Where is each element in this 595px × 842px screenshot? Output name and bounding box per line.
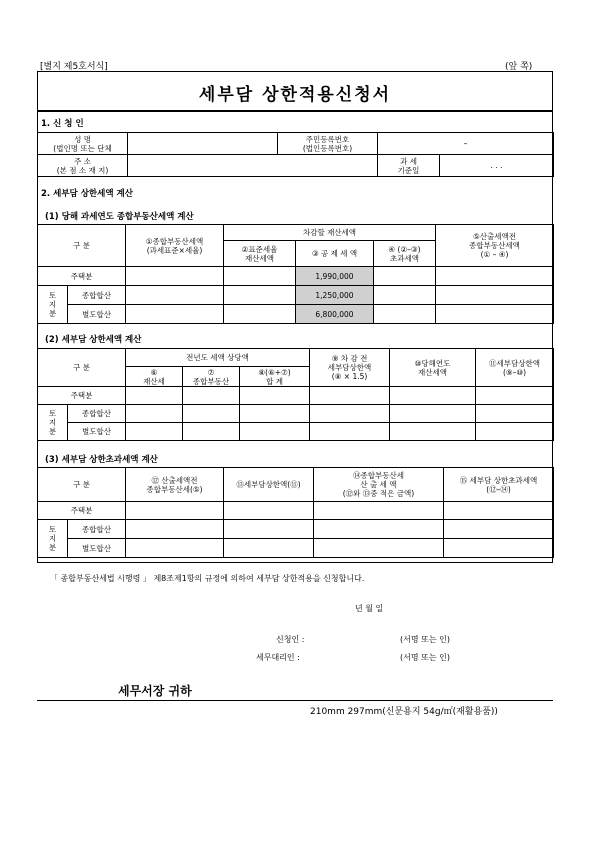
address-label-cell: 주 소 (본 점 소 재 지) [38, 155, 128, 177]
t1-col1-header: ①종합부동산세액 (과세표준×세율) [126, 225, 224, 267]
t2-prev-group-header: 전년도 세액 상당액 [126, 349, 310, 367]
table-3-label: (3) 세부담 상한초과세액 계산 [45, 455, 158, 465]
t1-comp-deduction: 1,250,000 [296, 286, 374, 305]
t3-sep-c15[interactable] [444, 539, 554, 558]
date-line: 년 월 일 [355, 604, 384, 613]
reg-label-cell: 주민등록번호 (법인등록번호) [278, 133, 378, 155]
t1-sep-c5[interactable] [436, 305, 554, 324]
t1-sep-c2[interactable] [224, 305, 296, 324]
t1-sep-c4[interactable] [374, 305, 436, 324]
t2-sep-c11[interactable] [476, 423, 554, 441]
addressee: 세무서장 귀하 [118, 684, 192, 698]
t3-house-c12[interactable] [126, 502, 224, 520]
t3-land-label: 토지분 [38, 520, 68, 558]
t3-row-sep-label: 별도합산 [68, 539, 126, 558]
t2-comp-c8[interactable] [240, 405, 310, 423]
t2-sep-c9[interactable] [310, 423, 390, 441]
t2-comp-c6[interactable] [126, 405, 183, 423]
t2-sep-c8[interactable] [240, 423, 310, 441]
page-side-label: (앞 쪽) [505, 62, 533, 72]
tax-cap-table [37, 348, 554, 441]
t3-comp-c15[interactable] [444, 520, 554, 539]
tax-agent-sign-field[interactable]: (서명 또는 인) [400, 653, 450, 662]
declaration-text: 「 종합부동산세법 시행령 」 제8조제1항의 규정에 의하여 세부담 상한적용을 신청합니다. [50, 574, 365, 583]
t1-col2-header: ②표준세율 재산세액 [224, 241, 296, 267]
t2-row-house-label: 주택분 [38, 387, 126, 405]
t1-gubun-header: 구 분 [38, 225, 126, 267]
t2-comp-c7[interactable] [183, 405, 240, 423]
reg-number-field[interactable]: – [378, 133, 554, 155]
t2-row-comp-label: 종합합산 [68, 405, 126, 423]
excess-tax-table [37, 467, 554, 558]
t1-comp-c2[interactable] [224, 286, 296, 305]
t1-sep-c1[interactable] [126, 305, 224, 324]
t2-sep-c6[interactable] [126, 423, 183, 441]
t1-house-c5[interactable] [436, 267, 554, 286]
t1-comp-c5[interactable] [436, 286, 554, 305]
base-date-label-cell: 과 세 기준일 [378, 155, 440, 177]
table-2-label: (2) 세부담 상한세액 계산 [45, 335, 142, 345]
address-field[interactable] [128, 155, 378, 177]
t3-comp-c13[interactable] [224, 520, 314, 539]
t3-comp-c12[interactable] [126, 520, 224, 539]
form-number: [별지 제5호서식] [40, 62, 108, 72]
t2-comp-c9[interactable] [310, 405, 390, 423]
t1-house-c2[interactable] [224, 267, 296, 286]
t2-house-c10[interactable] [390, 387, 476, 405]
t1-comp-c4[interactable] [374, 286, 436, 305]
t2-sep-c10[interactable] [390, 423, 476, 441]
t2-col10-header: ⑩당해연도 재산세액 [390, 349, 476, 387]
t1-house-deduction: 1,990,000 [296, 267, 374, 286]
t2-sep-c7[interactable] [183, 423, 240, 441]
name-field[interactable] [128, 133, 278, 155]
t2-col8-header: ⑧(⑥+⑦) 합 계 [240, 367, 310, 387]
t1-col4-header: ④ (②–③) 초과세액 [374, 241, 436, 267]
t2-comp-c10[interactable] [390, 405, 476, 423]
t3-col12-header: ⑫ 산출세액전 종합부동산세(⑤) [126, 468, 224, 502]
bottom-rule [37, 700, 553, 701]
t1-row-house-label: 주택분 [38, 267, 126, 286]
t1-col5-header: ⑤산출세액전 종합부동산세액 (① – ④) [436, 225, 554, 267]
applicant-label: 신청인 : [276, 635, 305, 644]
section-1-label: 1. 신 청 인 [41, 119, 84, 129]
t2-col7-header: ⑦ 종합부동산 [183, 367, 240, 387]
t1-row-sep-label: 별도합산 [68, 305, 126, 324]
form-title: 세부담 상한적용신청서 [198, 85, 392, 105]
tax-agent-label: 세무대리인 : [256, 653, 300, 662]
t3-sep-c13[interactable] [224, 539, 314, 558]
t3-comp-c14[interactable] [314, 520, 444, 539]
t2-house-c7[interactable] [183, 387, 240, 405]
section-2-label: 2. 세부담 상한세액 계산 [41, 189, 133, 199]
t3-col15-header: ⑮ 세부담 상한초과세액 (⑫–⑭) [444, 468, 554, 502]
t2-col9-header: ⑨ 차 감 전 세부담상한액 (⑧ × 1.5) [310, 349, 390, 387]
t3-sep-c12[interactable] [126, 539, 224, 558]
t3-row-comp-label: 종합합산 [68, 520, 126, 539]
t3-col14-header: ⑭종합부동산세 산 출 세 액 (⑫와 ⑬중 적은 금액) [314, 468, 444, 502]
t3-col13-header: ⑬세부담상한액(⑪) [224, 468, 314, 502]
t2-land-label: 토지분 [38, 405, 68, 441]
title-divider [37, 110, 553, 112]
applicant-sign-field[interactable]: (서명 또는 인) [400, 635, 450, 644]
table-1-label: (1) 당해 과세연도 종합부동산세액 계산 [45, 212, 194, 222]
paper-spec: 210mm 297mm(신문용지 54g/㎡(재활용품)) [310, 707, 498, 717]
t2-col6-header: ⑥ 재산세 [126, 367, 183, 387]
t2-comp-c11[interactable] [476, 405, 554, 423]
t2-house-c6[interactable] [126, 387, 183, 405]
t3-house-c14[interactable] [314, 502, 444, 520]
t3-row-house-label: 주택분 [38, 502, 126, 520]
applicant-table [37, 132, 554, 177]
t1-comp-c1[interactable] [126, 286, 224, 305]
t3-gubun-header: 구 분 [38, 468, 126, 502]
t1-col3-header: ③ 공 제 세 액 [296, 241, 374, 267]
t3-house-c15[interactable] [444, 502, 554, 520]
t2-gubun-header: 구 분 [38, 349, 126, 387]
t2-col11-header: ⑪세부담상한액 (⑨–⑩) [476, 349, 554, 387]
t1-sep-deduction: 6,800,000 [296, 305, 374, 324]
t3-sep-c14[interactable] [314, 539, 444, 558]
base-date-field[interactable]: . . . [440, 155, 554, 177]
t2-house-c8[interactable] [240, 387, 310, 405]
t1-land-label: 토지분 [38, 286, 68, 324]
t1-house-c1[interactable] [126, 267, 224, 286]
t1-deduct-group-header: 차감할 재산세액 [224, 225, 436, 241]
t1-house-c4[interactable] [374, 267, 436, 286]
t2-row-sep-label: 별도합산 [68, 423, 126, 441]
current-year-tax-table [37, 224, 554, 324]
t3-house-c13[interactable] [224, 502, 314, 520]
t2-house-c9[interactable] [310, 387, 390, 405]
t1-row-comp-label: 종합합산 [68, 286, 126, 305]
t2-house-c11[interactable] [476, 387, 554, 405]
name-label-cell: 성 명 (법인명 또는 단체 [38, 133, 128, 155]
